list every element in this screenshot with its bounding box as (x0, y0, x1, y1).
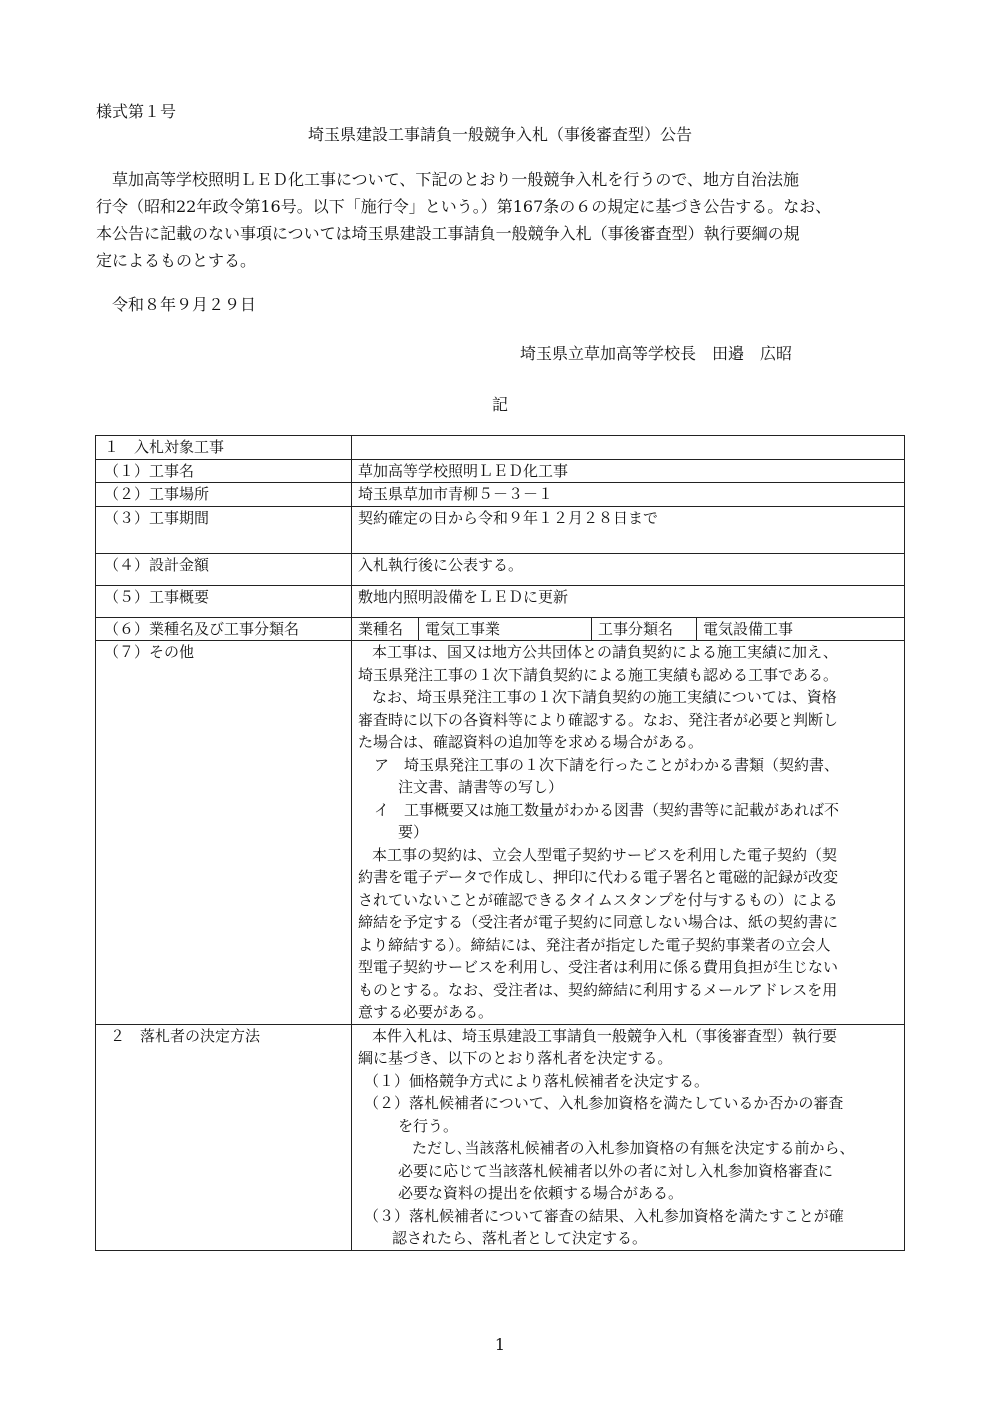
work-location-label: （２）工事場所 (96, 483, 352, 507)
work-period-label: （３）工事期間 (96, 506, 352, 553)
section-1-label: １ 入札対象工事 (96, 436, 352, 460)
work-category-value: 電気設備工事 (703, 619, 794, 638)
text-line: （１）価格競争方式により落札候補者を決定する。 (364, 1071, 710, 1090)
announcement-date: 令和８年９月２９日 (112, 295, 257, 314)
text-line: （３）落札候補者について審査の結果、入札参加資格を満たすことが確 (364, 1206, 844, 1225)
text-line: ものとする。なお、受注者は、契約締結に利用するメールアドレスを用 (358, 980, 838, 999)
table-row (96, 506, 905, 553)
other-label: （７）その他 (96, 641, 352, 1025)
text-line: イ 工事概要又は施工数量がわかる図書（契約書等に記載があれば不 (374, 800, 840, 819)
business-type-subtable (352, 618, 904, 640)
ki-heading: 記 (491, 395, 508, 414)
intro-paragraph (96, 166, 908, 274)
table-row (96, 459, 905, 483)
table-row (96, 436, 905, 460)
intro-line: 草加高等学校照明ＬＥＤ化工事について、下記のとおり一般競争入札を行うので、地方自治法施 (112, 170, 800, 189)
page-number: 1 (494, 1335, 506, 1354)
work-period-value: 契約確定の日から令和９年１２月２８日まで (352, 506, 905, 553)
text-line: 本工事の契約は、立会人型電子契約サービスを利用した電子契約（契 (372, 845, 838, 864)
section-2-label: ２ 落札者の決定方法 (96, 1024, 352, 1250)
table-row (96, 1024, 905, 1250)
work-name-value: 草加高等学校照明ＬＥＤ化工事 (352, 459, 905, 483)
business-type-label: （６）業種名及び工事分類名 (96, 617, 352, 641)
text-line: 意する必要がある。 (358, 1003, 494, 1021)
intro-line: 行令（昭和22年政令第16号。以下「施行令」という。）第167条の６の規定に基づき公告する。なお、 (96, 197, 832, 216)
text-line: を行う。 (398, 1116, 459, 1135)
text-line: 埼玉県発注工事の１次下請負契約による施工実績も認める工事である。 (358, 665, 839, 684)
text-line: 認されたら、落札者として決定する。 (392, 1229, 648, 1247)
table-row (96, 483, 905, 507)
design-amount-label: （４）設計金額 (96, 553, 352, 585)
other-value (352, 641, 905, 1025)
text-line: 綱に基づき、以下のとおり落札者を決定する。 (358, 1049, 673, 1067)
form-number: 様式第１号 (96, 102, 177, 121)
text-line: より締結する）。締結には、発注者が指定した電子契約事業者の立会人 (358, 935, 831, 954)
industry-name-value: 電気工事業 (419, 618, 592, 640)
text-line: （２）落札候補者について、入札参加資格を満たしているか否かの審査 (364, 1094, 844, 1112)
text-line: なお、埼玉県発注工事の１次下請負契約の施工実績については、資格 (372, 688, 837, 706)
text-line: ただし､当該落札候補者の入札参加資格の有無を決定する前から、 (412, 1139, 855, 1157)
table-row (96, 585, 905, 617)
text-line: 必要に応じて当該落札候補者以外の者に対し入札参加資格審査に (398, 1161, 834, 1180)
text-line: 必要な資料の提出を依頼する場合がある。 (398, 1184, 684, 1202)
issuer-name: 埼玉県立草加高等学校長 田邉 広昭 (520, 344, 793, 363)
intro-line: 本公告に記載のない事項については埼玉県建設工事請負一般競争入札（事後審査型）執行要綱の規 (96, 224, 800, 243)
text-line: 審査時に以下の各資料等により確認する。なお、発注者が必要と判断し (358, 710, 839, 729)
subtable-row (352, 618, 904, 640)
section-2-value (352, 1024, 905, 1250)
table-row (96, 617, 905, 641)
text-line: ア 埼玉県発注工事の１次下請を行ったことがわかる書類（契約書、 (374, 755, 840, 774)
text-line: 締結を予定する（受注者が電子契約に同意しない場合は、紙の契約書に (358, 913, 839, 931)
text-line: 本工事は、国又は地方公共団体との請負契約による施工実績に加え、 (372, 643, 838, 661)
work-name-label: （１）工事名 (96, 459, 352, 483)
document-title: 埼玉県建設工事請負一般競争入札（事後審査型）公告 (307, 125, 692, 144)
section-1-value (352, 436, 905, 460)
text-line: されていないことが確認できるタイムスタンプを付与するもの）による (358, 890, 838, 909)
text-line: 要） (398, 823, 429, 841)
design-amount-value: 入札執行後に公表する。 (352, 553, 905, 585)
business-type-value (352, 617, 905, 641)
text-line: た場合は、確認資料の追加等を求める場合がある。 (358, 733, 704, 751)
text-line: 型電子契約サービスを利用し、受注者は利用に係る費用負担が生じない (358, 958, 839, 976)
industry-name-label: 業種名 (352, 618, 419, 640)
table-row (96, 553, 905, 585)
text-line: 注文書、請書等の写し） (398, 778, 564, 796)
work-category-label: 工事分類名 (592, 618, 697, 640)
details-table (95, 435, 905, 1251)
work-overview-label: （５）工事概要 (96, 585, 352, 617)
text-line: 約書を電子データで作成し、押印に代わる電子署名と電磁的記録が改変 (358, 868, 839, 886)
text-line: 本件入札は、埼玉県建設工事請負一般競争入札（事後審査型）執行要 (372, 1026, 838, 1045)
work-location-value: 埼玉県草加市青柳５－３－１ (352, 483, 905, 507)
work-overview-value: 敷地内照明設備をＬＥＤに更新 (352, 585, 905, 617)
intro-line: 定によるものとする。 (96, 251, 257, 270)
table-row (96, 641, 905, 1025)
